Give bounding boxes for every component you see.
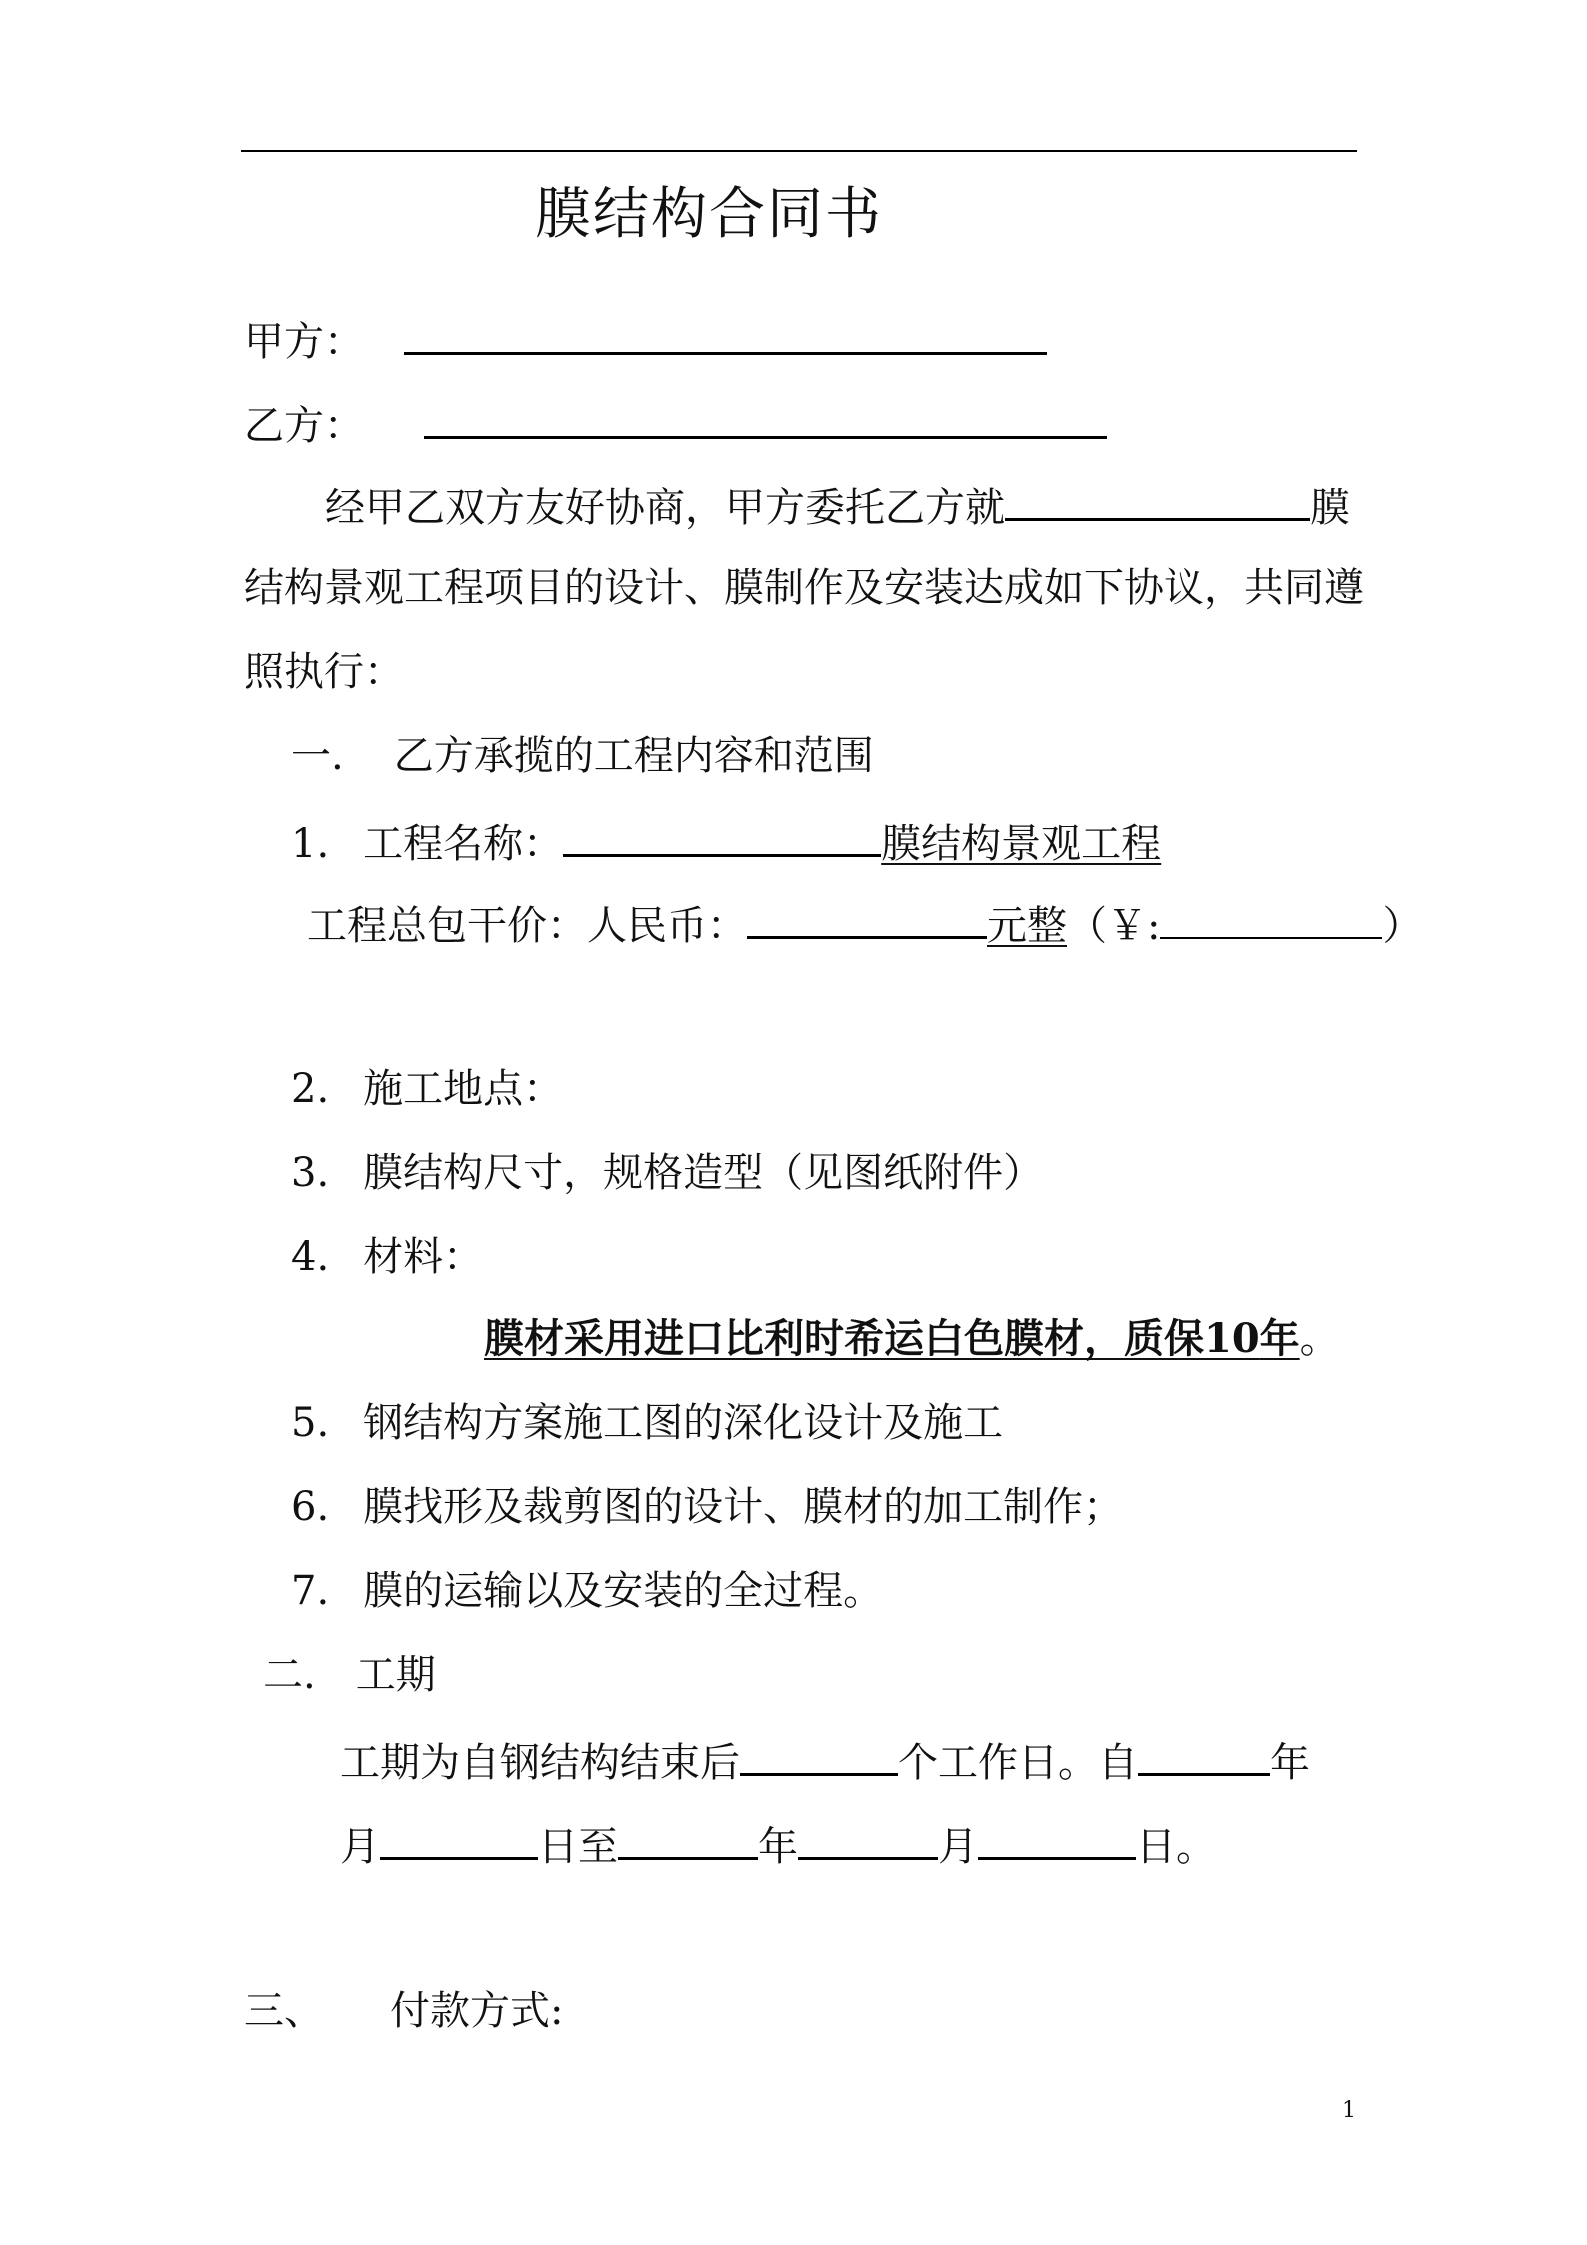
- section-1-number: 一.: [291, 733, 344, 779]
- item-2-number: 2.: [291, 1066, 330, 1112]
- price-numeric-blank[interactable]: [1160, 897, 1382, 939]
- item-6: [291, 1481, 1123, 1533]
- start-year-blank[interactable]: [1138, 1733, 1270, 1776]
- project-name-blank[interactable]: [1005, 478, 1310, 521]
- end-day-blank[interactable]: [978, 1817, 1136, 1860]
- document-title: 膜结构合同书: [535, 182, 883, 247]
- price-amount-blank[interactable]: [747, 896, 987, 939]
- schedule-to-label: 日至: [538, 1824, 618, 1870]
- schedule-month-label-2: 月: [938, 1824, 978, 1870]
- schedule-text-c: 年: [1270, 1740, 1310, 1786]
- item-1-value: 膜结构景观工程: [881, 821, 1162, 867]
- project-name-field-blank[interactable]: [563, 814, 881, 857]
- item-1-label: 工程名称：: [363, 821, 564, 867]
- party-a-line: [244, 312, 1047, 368]
- start-month-blank[interactable]: [380, 1817, 538, 1860]
- item-5-number: 5.: [291, 1400, 330, 1446]
- end-month-blank[interactable]: [798, 1817, 938, 1860]
- item-5: [291, 1397, 1003, 1449]
- item-4: [291, 1231, 483, 1283]
- material-note-year-unit: 年: [1259, 1315, 1300, 1362]
- party-b-label: 乙方：: [244, 403, 364, 449]
- section-2-heading: [263, 1649, 436, 1701]
- page-number: 1: [1342, 2098, 1356, 2123]
- price-paren-close: ）: [1382, 903, 1423, 949]
- item-7: [291, 1565, 883, 1617]
- item-1-number: 1.: [291, 821, 330, 867]
- party-a-blank[interactable]: [404, 312, 1047, 355]
- price-line: [307, 896, 1422, 952]
- price-unit: 元整: [987, 903, 1067, 949]
- item-3: [291, 1147, 1043, 1199]
- schedule-month-label: 月: [340, 1824, 380, 1870]
- intro-prefix: 经甲乙双方友好协商，甲方委托乙方就: [325, 485, 1005, 531]
- item-2-text: 施工地点：: [363, 1066, 564, 1112]
- item-7-text: 膜的运输以及安装的全过程。: [363, 1568, 884, 1614]
- end-year-blank[interactable]: [618, 1817, 758, 1860]
- item-4-number: 4.: [291, 1234, 330, 1280]
- workdays-blank[interactable]: [740, 1733, 898, 1776]
- intro-suffix: 膜: [1310, 485, 1350, 531]
- item-4-text: 材料：: [363, 1234, 484, 1280]
- schedule-day-label: 日。: [1136, 1824, 1216, 1870]
- item-1: [291, 814, 1161, 870]
- material-note: [484, 1313, 1340, 1365]
- section-3-title: 付款方式:: [390, 1988, 564, 2034]
- schedule-line-2: [340, 1817, 1216, 1873]
- item-3-number: 3.: [291, 1150, 330, 1196]
- schedule-line-1: [340, 1733, 1310, 1789]
- price-paren-open: （￥:: [1067, 903, 1161, 949]
- schedule-year-label: 年: [758, 1824, 798, 1870]
- party-b-line: [244, 396, 1107, 452]
- intro-line-1: [325, 478, 1350, 534]
- material-note-text: 膜材采用进口比利时希运白色膜材，质保: [484, 1315, 1204, 1362]
- item-3-text: 膜结构尺寸，规格造型（见图纸附件）: [363, 1150, 1044, 1196]
- section-1-title: 乙方承揽的工程内容和范围: [393, 733, 874, 779]
- section-3-number: 三、: [244, 1988, 324, 2034]
- item-5-text: 钢结构方案施工图的深化设计及施工: [363, 1400, 1004, 1446]
- material-note-end: 。: [1299, 1316, 1340, 1362]
- schedule-text-b: 个工作日。自: [898, 1740, 1138, 1786]
- intro-line-2: 结构景观工程项目的设计、膜制作及安装达成如下协议，共同遵: [244, 565, 1364, 611]
- party-b-blank[interactable]: [424, 396, 1107, 439]
- schedule-text-a: 工期为自钢结构结束后: [340, 1740, 740, 1786]
- item-7-number: 7.: [291, 1568, 330, 1614]
- party-a-label: 甲方：: [244, 319, 364, 365]
- section-1-heading: [291, 730, 874, 782]
- material-note-years: 10: [1204, 1315, 1260, 1362]
- intro-line-3: 照执行：: [244, 649, 404, 695]
- item-6-text: 膜找形及裁剪图的设计、膜材的加工制作；: [363, 1484, 1124, 1530]
- price-prefix: 工程总包干价：人民币：: [307, 903, 747, 949]
- section-2-number: 二.: [263, 1652, 316, 1698]
- section-3-heading: [244, 1985, 563, 2037]
- item-2: [291, 1063, 563, 1115]
- section-2-title: 工期: [355, 1652, 436, 1698]
- item-6-number: 6.: [291, 1484, 330, 1530]
- header-rule: [241, 150, 1357, 152]
